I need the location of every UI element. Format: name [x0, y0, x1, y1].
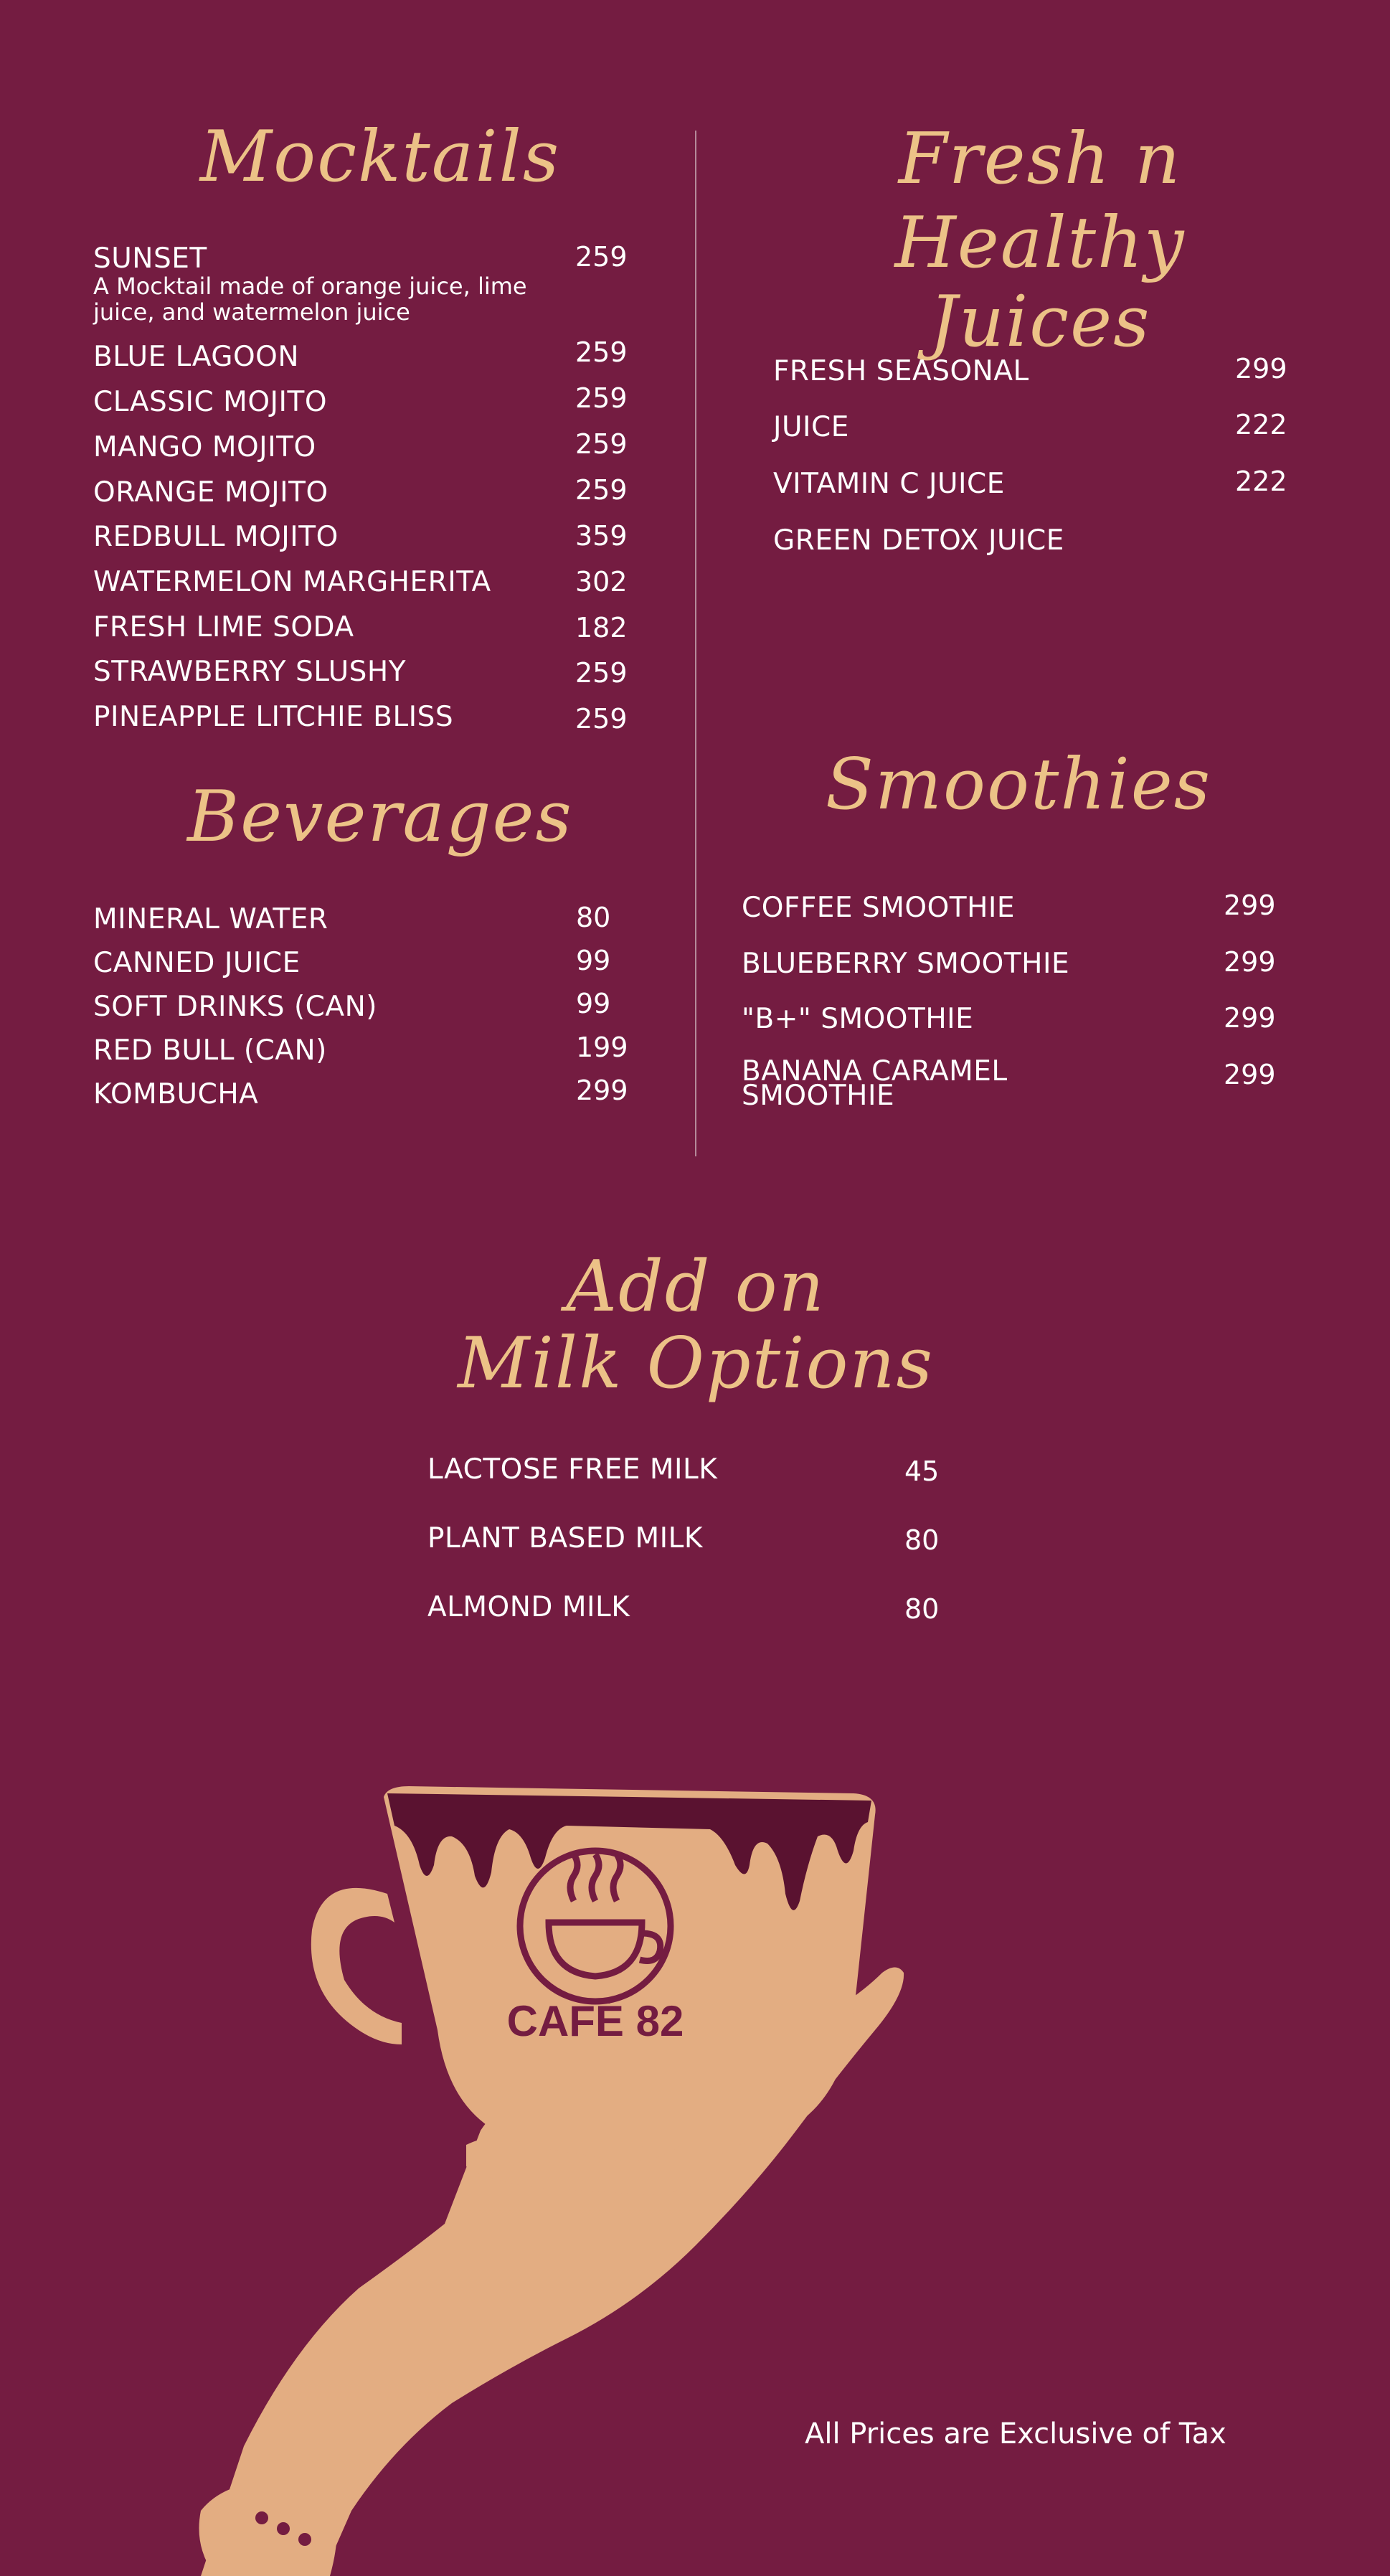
hand-holding-cup-illustration	[108, 1758, 1040, 2576]
menu-item-price: 99	[576, 945, 611, 976]
menu-item-price: 359	[575, 520, 628, 552]
menu-item-price: 299	[1235, 353, 1287, 384]
menu-item-price: 80	[904, 1593, 940, 1625]
menu-item-name: LACTOSE FREE MILK	[427, 1453, 718, 1486]
mocktails-heading: Mocktails	[199, 116, 561, 198]
addon-heading-line1: Add on	[566, 1246, 826, 1328]
addon-heading-line2: Milk Options	[458, 1323, 934, 1405]
column-divider	[695, 131, 696, 1156]
menu-item-name: MINERAL WATER	[93, 903, 328, 935]
menu-item-price: 302	[575, 566, 628, 598]
menu-item-name: "B+" SMOOTHIE	[742, 1003, 974, 1035]
menu-item-price: 259	[575, 336, 628, 368]
menu-item-name: RED BULL (CAN)	[93, 1034, 327, 1067]
menu-item-name: PINEAPPLE LITCHIE BLISS	[93, 701, 454, 733]
tax-note: All Prices are Exclusive of Tax	[805, 2417, 1226, 2450]
menu-item-name: MANGO MOJITO	[93, 431, 316, 463]
menu-item-price: 259	[575, 657, 628, 689]
menu-item-price: 259	[575, 382, 628, 414]
menu-item-price: 222	[1235, 409, 1287, 440]
menu-item-price: 259	[575, 474, 628, 506]
menu-item-price: 182	[575, 612, 628, 643]
menu-item-name: SOFT DRINKS (CAN)	[93, 991, 377, 1023]
menu-item-name: VITAMIN C JUICE	[773, 468, 1005, 500]
menu-item-name: KOMBUCHA	[93, 1078, 259, 1110]
menu-item-name: JUICE	[773, 411, 849, 443]
menu-item-name: COFFEE SMOOTHIE	[742, 892, 1016, 924]
cafe-logo-text: CAFÉ 82	[506, 1997, 684, 2045]
menu-item-name: BLUEBERRY SMOOTHIE	[742, 948, 1070, 980]
menu-item-price: 299	[576, 1075, 628, 1106]
menu-item-price: 199	[576, 1032, 628, 1063]
menu-item-name: SUNSET	[93, 242, 207, 275]
juices-heading-line2: Healthy Juices	[894, 202, 1186, 363]
menu-item-name: STRAWBERRY SLUSHY	[93, 656, 407, 688]
smoothies-heading: Smoothies	[825, 744, 1212, 826]
menu-item-name: ALMOND MILK	[427, 1591, 630, 1623]
menu-item-name: PLANT BASED MILK	[427, 1522, 703, 1554]
menu-item-price: 259	[575, 428, 628, 460]
watch-band	[199, 2481, 338, 2576]
menu-item-price: 259	[575, 241, 628, 273]
menu-item-price: 222	[1235, 466, 1287, 497]
menu-item-name: GREEN DETOX JUICE	[773, 524, 1064, 557]
menu-item-price: 80	[904, 1524, 940, 1556]
cup-handle	[311, 1888, 402, 2044]
menu-item-name: CANNED JUICE	[93, 947, 301, 979]
menu-item-price: 299	[1224, 1002, 1276, 1034]
menu-item-price: 80	[576, 902, 611, 933]
menu-item-name: WATERMELON MARGHERITA	[93, 566, 491, 598]
menu-item-name: CLASSIC MOJITO	[93, 386, 328, 418]
menu-item-price: 299	[1224, 890, 1276, 921]
menu-item-name: BANANA CARAMEL	[742, 1055, 1008, 1088]
menu-item-name: FRESH LIME SODA	[93, 611, 354, 643]
juices-heading-line1: Fresh n	[898, 118, 1182, 200]
menu-item-name: FRESH SEASONAL	[773, 355, 1029, 387]
beverages-heading: Beverages	[187, 776, 573, 858]
menu-item-price: 299	[1224, 1059, 1276, 1090]
menu-item-price: 299	[1224, 946, 1276, 978]
menu-item-price: 99	[576, 988, 611, 1019]
menu-item-name: SMOOTHIE	[742, 1080, 895, 1112]
menu-item-description: A Mocktail made of orange juice, lime juice, and watermelon juice	[93, 273, 527, 326]
menu-item-price: 45	[904, 1456, 940, 1487]
menu-item-price: 259	[575, 703, 628, 735]
menu-item-name: ORANGE MOJITO	[93, 476, 328, 509]
menu-item-name: BLUE LAGOON	[93, 341, 300, 373]
menu-item-name: REDBULL MOJITO	[93, 521, 339, 553]
